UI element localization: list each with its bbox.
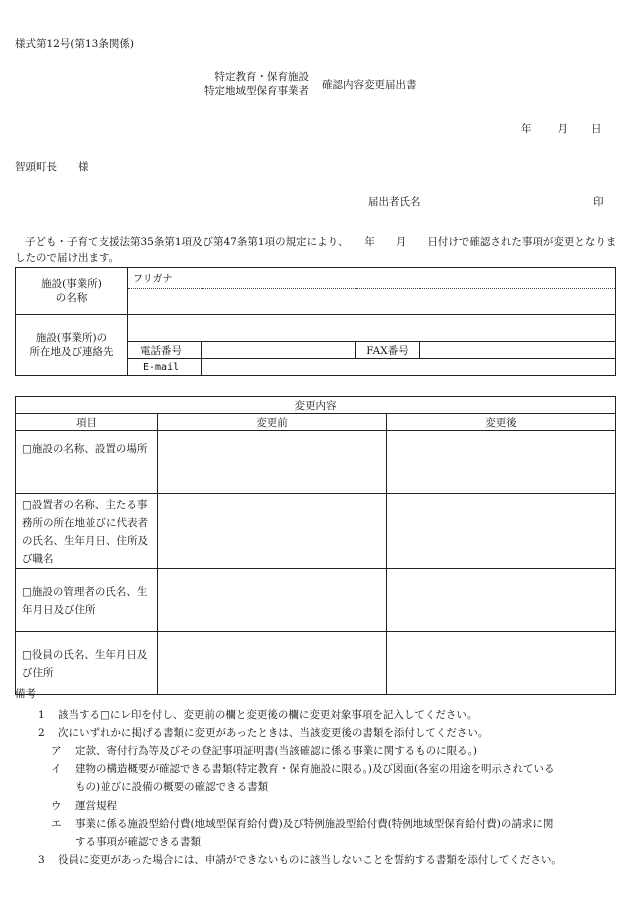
- document-title: 確認内容変更届出書: [322, 79, 417, 91]
- facility-name-field[interactable]: [128, 289, 616, 315]
- change-item-manager[interactable]: □施設の管理者の氏名、生年月日及び住所: [16, 569, 158, 632]
- col-item-header: 項目: [16, 414, 158, 431]
- changes-table: [15, 396, 616, 695]
- recipient: 智頭町長 様: [15, 161, 89, 173]
- after-field-1[interactable]: [387, 431, 616, 494]
- after-field-4[interactable]: [387, 632, 616, 695]
- col-after-header: 変更後: [387, 414, 616, 431]
- furigana-field[interactable]: [128, 268, 616, 289]
- changes-header: 変更内容: [16, 397, 616, 414]
- change-item-establisher[interactable]: □設置者の名称、主たる事務所の所在地並びに代表者の氏名、生年月日、住所及び職名: [16, 494, 158, 569]
- before-field-4[interactable]: [158, 632, 387, 695]
- before-field-3[interactable]: [158, 569, 387, 632]
- tel-field[interactable]: [202, 342, 356, 359]
- facility-table: [15, 267, 616, 376]
- col-before-header: 変更前: [158, 414, 387, 431]
- change-item-facility-name[interactable]: □施設の名称、設置の場所: [16, 431, 158, 494]
- after-field-2[interactable]: [387, 494, 616, 569]
- date-year: 年: [521, 123, 532, 135]
- date-day: 日: [591, 123, 602, 135]
- furigana-label: フリガナ: [133, 274, 173, 285]
- title-line-1: 特定教育・保育施設: [214, 71, 309, 83]
- email-field[interactable]: [202, 359, 616, 376]
- form-number: 様式第12号(第13条関係): [15, 38, 134, 50]
- before-field-2[interactable]: [158, 494, 387, 569]
- tel-label: 電話番号: [128, 342, 202, 359]
- facility-address-label: 施設(事業所)の 所在地及び連絡先: [16, 315, 128, 376]
- applicant-name-label: 届出者氏名: [368, 196, 421, 208]
- address-field[interactable]: [128, 315, 616, 342]
- fax-field[interactable]: [420, 342, 616, 359]
- fax-label: FAX番号: [356, 342, 420, 359]
- email-label: E-mail: [128, 359, 202, 376]
- title-line-2: 特定地域型保育事業者: [204, 85, 309, 97]
- before-field-1[interactable]: [158, 431, 387, 494]
- intro-text: 子ども・子育て支援法第35条第1項及び第47条第1項の規定により、 年 月 日付けで確認された事項が変更となりましたので届け出ます。: [15, 236, 617, 264]
- date-month: 月: [557, 123, 568, 135]
- date-line: [521, 121, 602, 136]
- notes-heading: 備考: [15, 688, 36, 700]
- after-field-3[interactable]: [387, 569, 616, 632]
- seal-mark: 印: [593, 196, 604, 208]
- change-item-officers[interactable]: □役員の氏名、生年月日及び住所: [16, 632, 158, 695]
- facility-name-label: 施設(事業所) の名称: [16, 268, 128, 315]
